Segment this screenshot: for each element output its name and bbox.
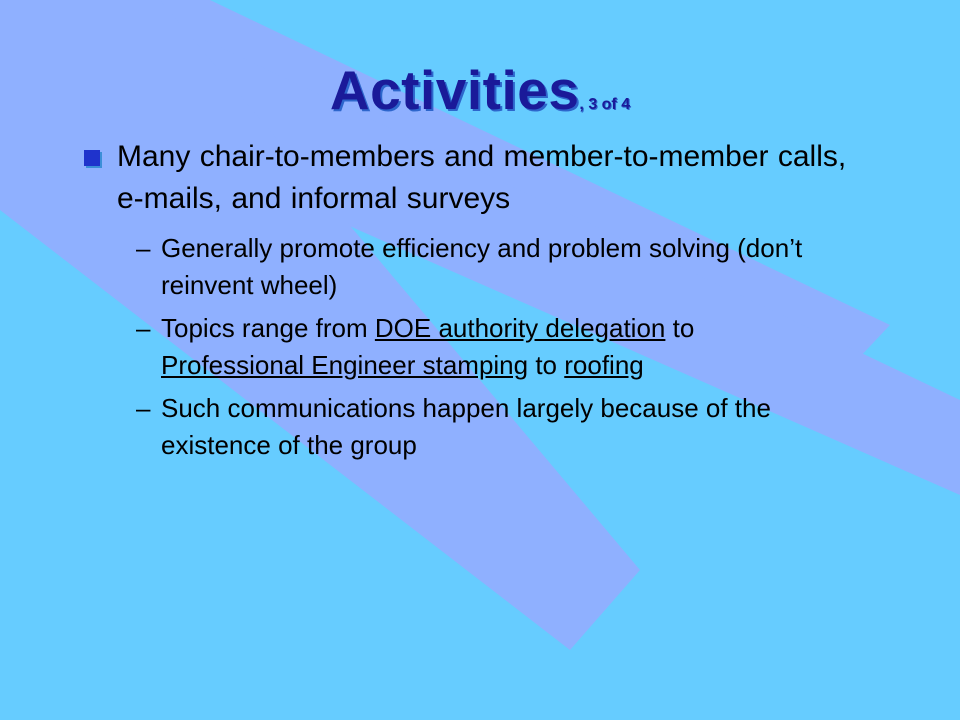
title-suffix: , 3 of 4 <box>579 96 631 113</box>
sub-bullet-text: Generally promote efficiency and problem solving (don’t reinvent wheel) <box>161 233 803 300</box>
square-bullet-icon <box>84 150 100 166</box>
sub-bullet-text: Such communications happen largely because of the existence of the group <box>161 393 771 460</box>
sub-bullet-list <box>136 230 836 470</box>
sub-bullet-text-part: Topics range from <box>161 313 375 343</box>
title-main: Activities <box>329 59 580 121</box>
sub-bullet-item <box>136 230 836 304</box>
slide-title <box>0 58 960 122</box>
dash-marker: – <box>136 313 151 343</box>
main-bullet <box>84 136 864 220</box>
link-doe-authority-delegation[interactable]: DOE authority delegation <box>374 313 666 343</box>
sub-bullet-item <box>136 390 836 464</box>
sub-bullet-item <box>136 310 836 384</box>
link-roofing[interactable]: roofing <box>564 350 644 380</box>
dash-marker: – <box>136 393 151 423</box>
dash-marker: – <box>136 233 151 263</box>
link-professional-engineer-stamping[interactable]: Professional Engineer stamping <box>161 350 529 380</box>
sub-bullet-text-part: to <box>665 313 695 343</box>
sub-bullet-text-part: to <box>528 350 565 380</box>
main-bullet-text: Many chair-to-members and member-to-member calls, e-mails, and informal surveys <box>117 140 847 215</box>
